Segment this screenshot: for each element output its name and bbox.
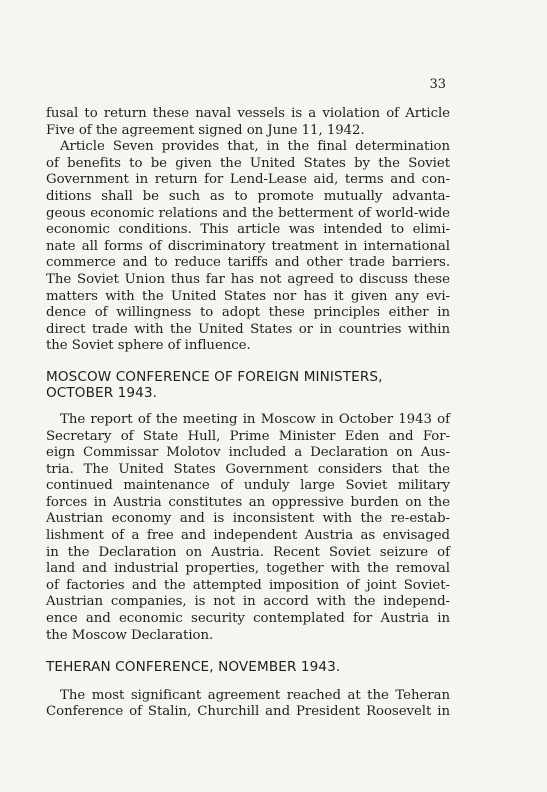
text-line: eign Commissar Molotov included a Declaration on Aus-: [46, 445, 450, 461]
paragraph-article-five: [46, 106, 450, 139]
text-line: fusal to return these naval vessels is a violation of Article: [46, 106, 450, 121]
page-number: 33: [429, 77, 446, 92]
text-line: continued maintenance of unduly large Soviet military: [46, 478, 450, 494]
section-heading-teheran-conference: [46, 659, 450, 676]
text-line: The Soviet Union thus far has not agreed to discuss these: [46, 271, 450, 287]
text-line: Conference of Stalin, Churchill and President Roosevelt in: [46, 704, 450, 720]
text-line: Article Seven provides that, in the final determination: [60, 139, 450, 155]
text-line: of factories and the attempted imposition of joint Soviet-: [46, 577, 450, 593]
text-line: Austrian companies, is not in accord with the independ-: [46, 594, 450, 610]
text-line: the Soviet sphere of influence.: [46, 338, 251, 354]
text-line: the Moscow Declaration.: [46, 627, 214, 643]
text-line: lishment of a free and independent Austria as envisaged: [46, 528, 450, 544]
text-line: commerce and to reduce tariffs and other trade barriers.: [46, 255, 450, 271]
text-line: tria. The United States Government considers that the: [46, 461, 450, 477]
text-line: forces in Austria constitutes an oppressive burden on the: [46, 494, 450, 510]
text-line: in the Declaration on Austria. Recent Soviet seizure of: [46, 544, 450, 560]
text-line: direct trade with the United States or in countries within: [46, 321, 450, 337]
text-line: Government in return for Lend-Lease aid, terms and con-: [46, 172, 450, 188]
text-line: The report of the meeting in Moscow in October 1943 of: [60, 411, 450, 427]
section-heading-moscow-conference: [46, 369, 450, 402]
text-line: geous economic relations and the betterment of world-wide: [46, 205, 450, 221]
text-line: ditions shall be such as to promote mutually advanta-: [46, 188, 450, 204]
text-line: of benefits to be given the United States by the Soviet: [46, 155, 450, 171]
page-content: [46, 106, 450, 721]
heading-line: OCTOBER 1943.: [46, 385, 158, 402]
text-line: dence of willingness to adopt these principles either in: [46, 305, 450, 321]
heading-line: TEHERAN CONFERENCE, NOVEMBER 1943.: [46, 659, 341, 676]
text-line: Austrian economy and is inconsistent with the re-estab-: [46, 511, 450, 527]
paragraph-moscow-report: [46, 412, 450, 644]
heading-line: MOSCOW CONFERENCE OF FOREIGN MINISTERS,: [46, 368, 383, 385]
paragraph-article-seven: [46, 139, 450, 355]
text-line: land and industrial properties, together with the removal: [46, 561, 450, 577]
text-line: ence and economic security contemplated for Austria in: [46, 611, 450, 627]
text-line: matters with the United States nor has it given any evi-: [46, 288, 450, 304]
text-line: Secretary of State Hull, Prime Minister Eden and For-: [46, 428, 450, 444]
text-line: economic conditions. This article was intended to elimi-: [46, 222, 450, 238]
text-line: Five of the agreement signed on June 11, 1942.: [46, 122, 365, 138]
text-line: The most significant agreement reached at the Teheran: [60, 687, 450, 703]
paragraph-teheran-agreement: [46, 688, 450, 721]
text-line: nate all forms of discriminatory treatment in international: [46, 238, 450, 254]
